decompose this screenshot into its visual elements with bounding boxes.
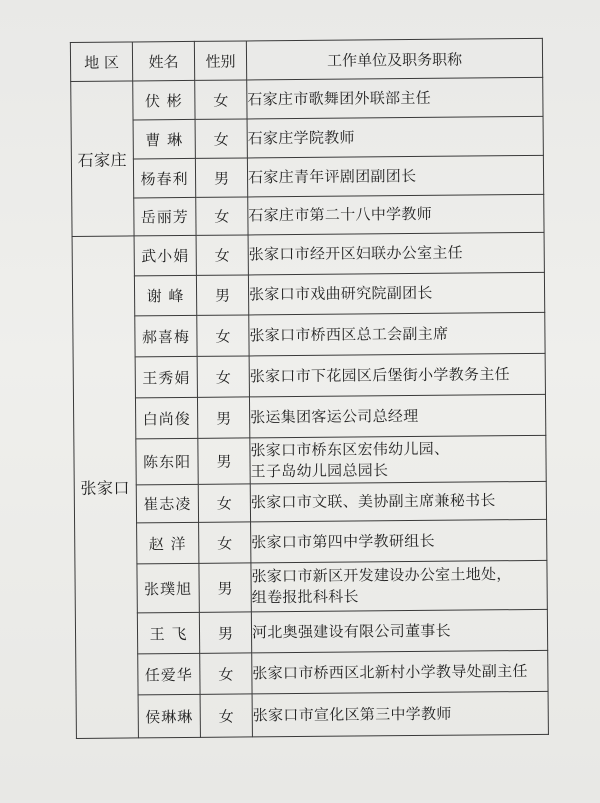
duty-cell	[252, 691, 548, 737]
duty-cell	[249, 353, 545, 397]
header-name: 姓名	[132, 41, 194, 81]
name-cell: 陈东阳	[136, 438, 198, 485]
header-duty: 工作单位及职务职称	[246, 38, 542, 80]
name-cell: 侯琳琳	[138, 694, 200, 738]
table-row	[75, 560, 547, 613]
table-row	[73, 312, 545, 357]
table-row	[72, 194, 544, 236]
gender-cell: 女	[197, 315, 249, 356]
duty-cell	[250, 435, 546, 484]
name-cell: 郝喜梅	[135, 315, 197, 357]
table-row	[75, 609, 547, 654]
duty-cell	[251, 519, 547, 563]
gender-cell: 男	[195, 158, 247, 197]
duty-cell	[249, 394, 545, 438]
gender-cell: 女	[197, 356, 249, 397]
duty-cell	[251, 609, 547, 653]
name-cell: 杨春利	[133, 158, 195, 198]
table-row	[76, 691, 548, 738]
name-cell: 王秀娟	[135, 356, 197, 398]
roster-table	[70, 38, 549, 739]
duty-cell	[252, 650, 548, 694]
table-row	[73, 394, 545, 439]
duty-line: 石家庄青年评剧团副团长	[247, 166, 417, 186]
region-cell: 石家庄	[71, 81, 134, 237]
name-cell: 崔志凌	[136, 484, 198, 523]
duty-line: 张家口市戏曲研究院副团长	[248, 283, 433, 304]
gender-cell: 男	[199, 612, 251, 653]
duty-line: 石家庄学院教师	[247, 128, 355, 147]
table-row	[72, 232, 544, 276]
table-row	[71, 77, 543, 120]
header-gender: 性别	[194, 41, 246, 80]
name-cell: 曹 琳	[133, 119, 195, 159]
duty-line: 张家口市桥西区北新村小学教导处副主任	[252, 661, 528, 682]
table-row	[74, 435, 546, 485]
header-row	[70, 38, 542, 81]
gender-cell: 女	[195, 80, 247, 119]
duty-line: 张家口市经开区妇联办公室主任	[248, 243, 464, 264]
table-row	[71, 155, 543, 198]
duty-cell	[248, 194, 544, 235]
name-cell: 白尚俊	[135, 397, 197, 439]
header-region: 地 区	[70, 42, 132, 82]
gender-cell: 女	[198, 484, 250, 522]
duty-line: 石家庄市歌舞团外联部主任	[247, 88, 432, 108]
duty-cell	[247, 116, 543, 158]
duty-cell	[249, 312, 545, 356]
roster-body	[71, 77, 549, 738]
name-cell: 王 飞	[137, 612, 199, 654]
duty-cell	[247, 77, 543, 119]
duty-line: 张家口市新区开发建设办公室土地处，	[251, 565, 512, 586]
duty-line: 王子岛幼儿园总园长	[250, 460, 389, 480]
table-row	[75, 519, 547, 564]
region-cell: 张家口	[72, 236, 138, 739]
duty-line: 张家口市文联、美协副主席兼秘书长	[250, 491, 496, 512]
name-cell: 武小娟	[134, 235, 196, 276]
table-row	[72, 272, 544, 316]
duty-cell	[248, 232, 544, 275]
duty-line: 张家口市宣化区第三中学教师	[252, 704, 452, 724]
name-cell: 岳丽芳	[134, 197, 196, 236]
name-cell: 谢 峰	[134, 275, 196, 316]
duty-cell	[247, 155, 543, 197]
duty-line: 张家口市桥东区宏伟幼儿园、	[250, 439, 450, 459]
table-row	[71, 116, 543, 159]
duty-line: 张家口市下花园区后堡街小学教务主任	[249, 364, 510, 385]
gender-cell: 女	[195, 119, 247, 158]
gender-cell: 女	[200, 653, 252, 694]
duty-line: 河北奥强建设有限公司董事长	[251, 621, 451, 641]
gender-cell: 男	[196, 275, 248, 315]
gender-cell: 女	[196, 235, 248, 275]
gender-cell: 女	[199, 522, 251, 563]
duty-cell	[251, 560, 547, 612]
name-cell: 赵 洋	[137, 522, 199, 564]
table-row	[73, 353, 545, 398]
table-row	[76, 650, 548, 695]
duty-line: 张运集团客运公司总经理	[250, 406, 419, 426]
duty-line: 石家庄市第二十八中学教师	[248, 204, 433, 225]
gender-cell: 男	[197, 397, 249, 438]
duty-line: 组卷报批科科长	[251, 587, 359, 607]
duty-cell	[250, 481, 546, 522]
gender-cell: 女	[196, 197, 248, 235]
duty-cell	[248, 272, 544, 315]
name-cell: 伏 彬	[133, 80, 195, 120]
duty-line: 张家口市第四中学教研组长	[251, 531, 435, 551]
gender-cell: 男	[199, 563, 251, 612]
table-row	[74, 481, 546, 523]
gender-cell: 女	[200, 694, 252, 737]
gender-cell: 男	[198, 438, 250, 484]
name-cell: 任爱华	[138, 653, 200, 695]
duty-line: 张家口市桥西区总工会副主席	[249, 324, 449, 344]
name-cell: 张璞旭	[137, 563, 199, 613]
